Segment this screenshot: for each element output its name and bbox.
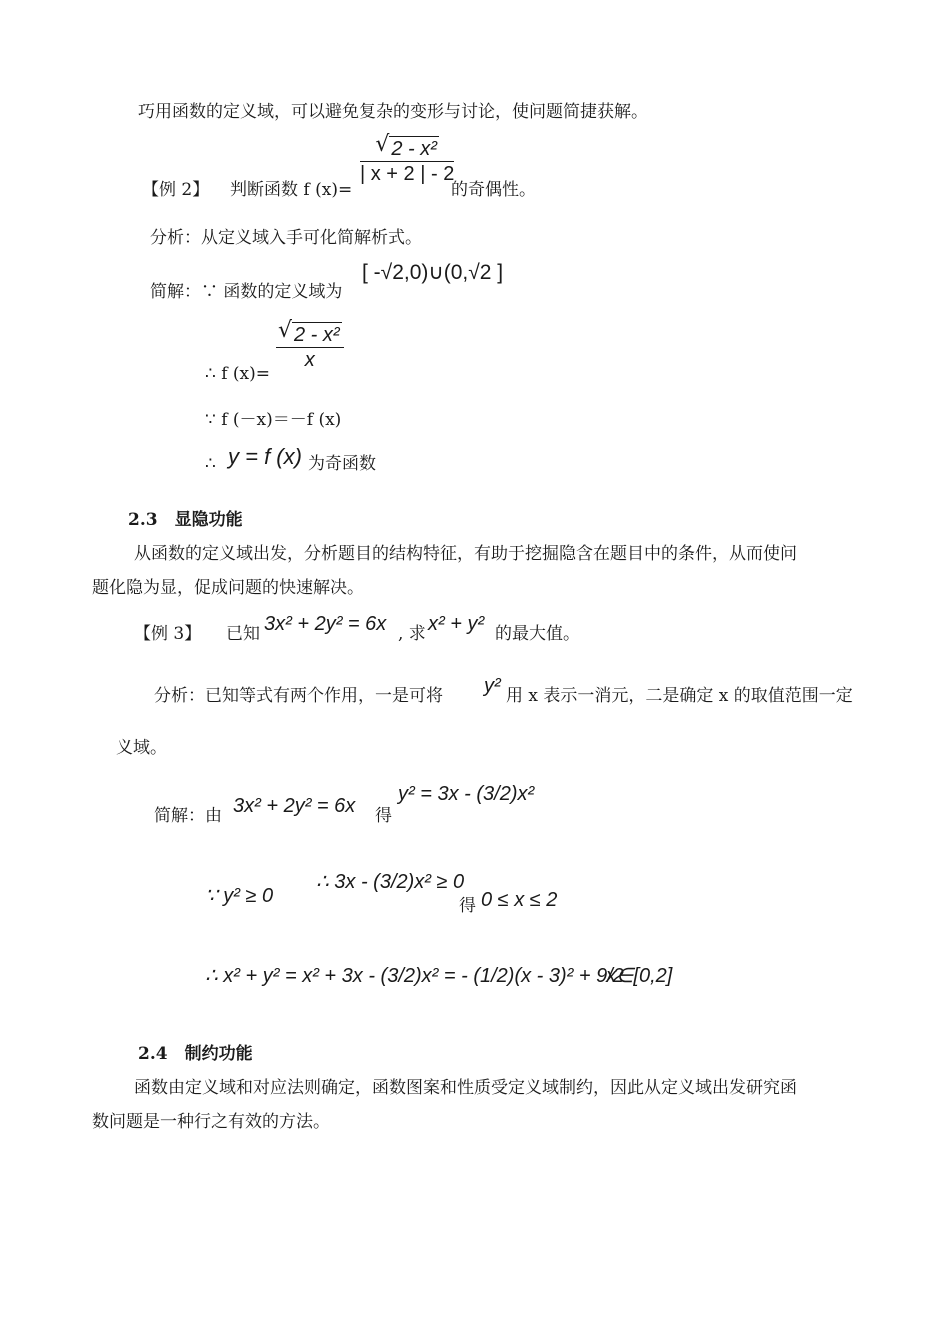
example-2-line2: ∵ f (－x)＝－f (x) bbox=[205, 410, 342, 430]
example-3-analysis-b: 用 x 表示一消元，二是确定 x 的取值范围一定 bbox=[506, 686, 853, 706]
example-3-solution-equation: 3x² + 2y² = 6x bbox=[233, 795, 356, 817]
example-2-line1-fraction: √ 2 - x² x bbox=[276, 322, 344, 370]
section-2-4-para-line-2: 数问题是一种行之有效的方法。 bbox=[92, 1112, 330, 1132]
example-2-line1-denominator: x bbox=[304, 349, 315, 371]
example-2-text-b: 的奇偶性。 bbox=[451, 180, 536, 200]
section-2-4-para-line-1: 函数由定义域和对应法则确定，函数图案和性质受定义域制约，因此从定义域出发研究函 bbox=[134, 1078, 797, 1098]
example-3-text-a: 已知 bbox=[226, 624, 260, 644]
example-2-line1-lead: ∴ f (x)= bbox=[205, 364, 271, 384]
example-3-solution-result: y² = 3x - (3/2)x² bbox=[398, 783, 535, 805]
example-3-line2-c: 0 ≤ x ≤ 2 bbox=[481, 889, 558, 911]
example-3-analysis-y2: y² bbox=[484, 675, 501, 697]
example-3-line3-domain: x∈[0,2] bbox=[606, 965, 673, 987]
example-3-solution-lead: 简解：由 bbox=[154, 806, 222, 826]
example-3-line2-de: 得 bbox=[459, 896, 476, 916]
example-2-text: 判断函数 f (x)= bbox=[230, 180, 353, 200]
example-2-numerator: 2 - x² bbox=[391, 138, 437, 160]
example-2-fraction: √ 2 - x² | x + 2 | - 2 bbox=[360, 132, 455, 185]
example-3-analysis-a: 分析：已知等式有两个作用，一是可将 bbox=[154, 686, 443, 706]
example-2-analysis: 分析：从定义域入手可化简解析式。 bbox=[150, 228, 422, 248]
example-3-equation: 3x² + 2y² = 6x bbox=[264, 613, 387, 635]
section-2-3-heading: 2.3 显隐功能 bbox=[128, 510, 243, 530]
example-2-line3-lead: ∴ bbox=[205, 454, 216, 474]
example-3-solution-de: 得 bbox=[375, 806, 392, 826]
example-3-line2-b: ∴ 3x - (3/2)x² ≥ 0 bbox=[316, 871, 465, 893]
example-3-target: x² + y² bbox=[428, 613, 485, 635]
example-2-line3-tail: 为奇函数 bbox=[308, 454, 376, 474]
section-2-4-heading: 2.4 制约功能 bbox=[138, 1044, 253, 1064]
example-2-label: 【例 2】 bbox=[142, 180, 210, 200]
paragraph-intro: 巧用函数的定义域，可以避免复杂的变形与讨论，使问题简捷获解。 bbox=[138, 102, 648, 122]
example-2-line3-math: y = f (x) bbox=[228, 444, 302, 469]
section-2-3-para-line-2: 题化隐为显，促成问题的快速解决。 bbox=[92, 578, 364, 598]
example-3-line2-a: ∵ y² ≥ 0 bbox=[205, 885, 274, 907]
example-3-line3: ∴ x² + y² = x² + 3x - (3/2)x² = - (1/2)(x - 3)² + 9/2 bbox=[205, 965, 624, 987]
section-2-3-para-line-1: 从函数的定义域出发，分析题目的结构特征，有助于挖掘隐含在题目中的条件，从而使问 bbox=[134, 544, 797, 564]
example-2-denominator: | x + 2 | - 2 bbox=[360, 163, 455, 185]
example-3-text-c: 的最大值。 bbox=[495, 624, 580, 644]
example-2-solution-lead: 简解：∵ 函数的定义域为 bbox=[150, 282, 343, 302]
example-3-label: 【例 3】 bbox=[134, 624, 202, 644]
example-2-domain: [ -√2,0)∪(0,√2 ] bbox=[362, 261, 504, 284]
example-3-analysis-line-2: 义域。 bbox=[116, 738, 167, 758]
example-2-line1-numerator: 2 - x² bbox=[294, 324, 340, 346]
example-3-text-b: , 求 bbox=[398, 624, 426, 644]
